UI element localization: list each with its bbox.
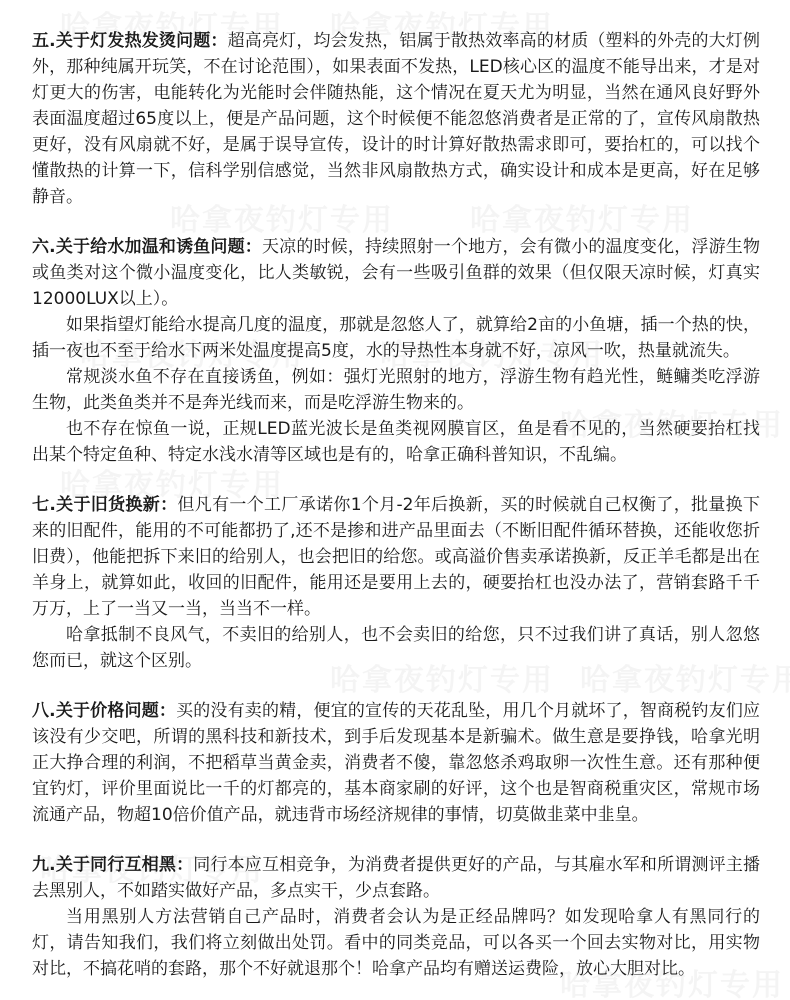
section-8 <box>32 698 760 828</box>
section-text: 买的没有卖的精，便宜的宣传的天花乱坠，用几个月就坏了，智商税钓友们应该没有少交吧，所谓的黑科技和新技术，到手后发现基本是新骗术。做生意是要挣钱，哈拿光明正大挣合理的利润，不把稻草当黄金卖，消费者不傻，靠忽悠杀鸡取卵一次性生意。还有那种便宜钓灯，评价里面说比一千的灯都亮的，基本商家刷的好评，这个也是智商税重灾区，常规市场流通产品，物超10倍价值产品，就违背市场经济规律的事情，切莫做韭菜中韭皇。 <box>32 701 760 825</box>
section-heading: 七.关于旧货换新： <box>32 495 178 515</box>
section-paragraph <box>32 234 760 312</box>
section-6 <box>32 234 760 468</box>
section-text: 但凡有一个工厂承诺你1个月-2年后换新，买的时候就自己权衡了，批量换下来的旧配件，能用的不可能都扔了,还不是掺和进产品里面去（不断旧配件循环替换，还能收您折旧费），他能把拆下来旧的给别人，也会把旧的给您。或高溢价售卖承诺换新，反正羊毛都是出在羊身上，就算如此，收回的旧配件，能用还是要用上去的，硬要抬杠也没办法了，营销套路千千万万，上了一当又一当，当当不一样。 <box>32 495 761 619</box>
section-text: 天凉的时候，持续照射一个地方，会有微小的温度变化，浮游生物或鱼类对这个微小温度变化，比人类敏锐，会有一些吸引鱼群的效果（但仅限天凉时候，灯真实12000LUX以上）。 <box>32 237 760 309</box>
section-9 <box>32 852 760 982</box>
section-heading: 八.关于价格问题： <box>32 701 177 721</box>
section-paragraph <box>32 852 760 904</box>
section-paragraph: 也不存在惊鱼一说，正规LED蓝光波长是鱼类视网膜盲区，鱼是看不见的，当然硬要抬杠找出某个特定鱼种、特定水浅水清等区域也是有的，哈拿正确科普知识，不乱编。 <box>32 419 760 465</box>
section-paragraph: 哈拿抵制不良风气，不卖旧的给别人，也不会卖旧的给您，只不过我们讲了真话，别人忽悠您而已，就这个区别。 <box>32 625 760 671</box>
section-paragraph <box>32 492 760 622</box>
section-heading: 九.关于同行互相黑： <box>32 855 194 875</box>
section-paragraph: 如果指望灯能给水提高几度的温度，那就是忽悠人了，就算给2亩的小鱼塘，插一个热的快，插一夜也不至于给水下两米处温度提高5度，水的导热性本身就不好，凉风一吹，热量就流失。 <box>32 315 760 361</box>
section-paragraph: 当用黑别人方法营销自己产品时，消费者会认为是正经品牌吗？如发现哈拿人有黑同行的灯，请告知我们，我们将立刻做出处罚。看中的同类竞品，可以各买一个回去实物对比，用实物对比，不搞花哨的套路，那个不好就退那个！哈拿产品均有赠送运费险，放心大胆对比。 <box>32 907 760 979</box>
section-text: 同行本应互相竞争，为消费者提供更好的产品，与其雇水军和所谓测评主播去黑别人，不如踏实做好产品，多点实干，少点套路。 <box>32 855 761 901</box>
section-7 <box>32 492 760 674</box>
section-paragraph <box>32 28 760 210</box>
section-heading: 六.关于给水加温和诱鱼问题： <box>32 237 262 257</box>
section-heading: 五.关于灯发热发烫问题： <box>32 31 228 51</box>
section-5 <box>32 28 760 210</box>
section-paragraph: 常规淡水鱼不存在直接诱鱼，例如：强灯光照射的地方，浮游生物有趋光性，鲢鳙类吃浮游生物，此类鱼类并不是奔光线而来，而是吃浮游生物来的。 <box>32 367 760 413</box>
section-paragraph <box>32 698 760 828</box>
section-text: 超高亮灯，均会发热，铝属于散热效率高的材质（塑料的外壳的大灯例外，那种纯属开玩笑，不在讨论范围），如果表面不发热，LED核心区的温度不能导出来，才是对灯更大的伤害，电能转化为光能时会伴随热能，这个情况在夏天尤为明显，当然在通风良好野外表面温度超过65度以上，便是产品问题，这个时候便不能忽悠消费者是正常的了，宣传风扇散热更好，没有风扇就不好，是属于误导宣传，设计的时计算好散热需求即可，要抬杠的，可以找个懂散热的计算一下，信科学别信感觉，当然非风扇散热方式，确实设计和成本是更高，好在足够静音。 <box>32 31 760 207</box>
